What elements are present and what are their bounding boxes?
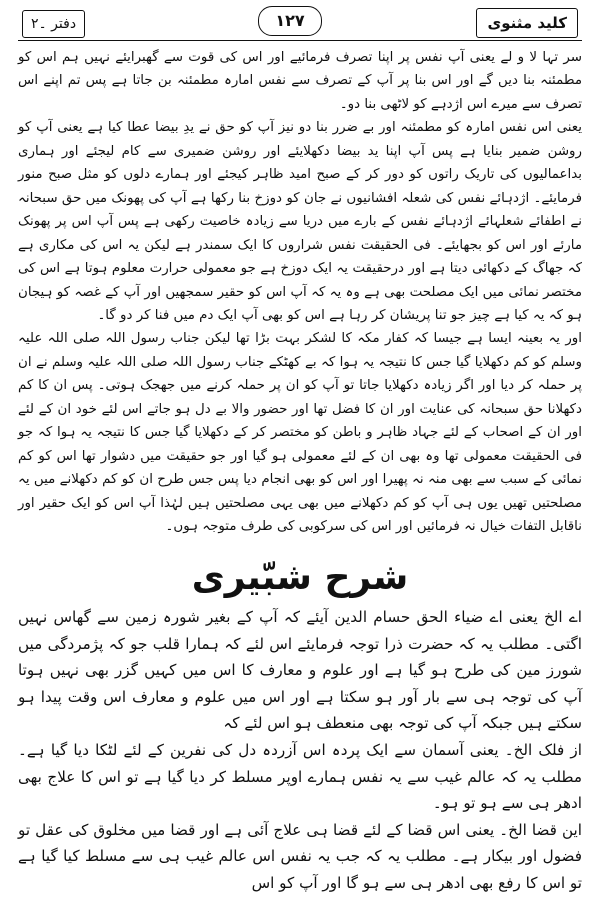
header-rule <box>18 40 582 41</box>
section-heading: شرح شبّیری <box>191 557 409 598</box>
volume-label: دفتر ۔۲ <box>22 10 85 38</box>
paragraph: از فلک الخ۔ یعنی آسمان سے ایک پردہ اس آزردہ دل کی نفرین کے لئے لٹکا دیا گیا ہے۔ مطلب یہ کہ عالم غیب سے یہ نفس ہمارے اوپر مسلط کر دیا گیا ہے تو اس کا علاج بھی ادھر ہی سے ہو تو ہو۔ <box>18 740 582 813</box>
paragraph: سر تہا لا و لے یعنی آپ نفس پر اپنا تصرف فرمائیے اور اس کی قوت سے گھبرایئے نہیں ہم اس کو مطمئنہ بنا دیں گے اور اس بنا پر آپ کے تصرف سے نفس امارہ مطمئنہ بن جاتا ہے پس تم اپنے اس تصرف سے میرے اس اژدہے کو لاٹھی بنا دو۔ <box>18 50 582 112</box>
paragraph: این قضا الخ۔ یعنی اس قضا کے لئے قضا ہی علاج آئی ہے اور قضا میں مخلوق کی عقل تو فضول اور بیکار ہے۔ مطلب یہ کہ جب یہ نفس اس عالم غیب ہی سے مسلط کیا گیا ہے تو اس کا رفع بھی ادھر ہی سے ہو گا اور آپ کو اس <box>18 820 582 892</box>
paragraph: اور یہ بعینہ ایسا ہے جیسا کہ کفار مکہ کا لشکر بہت بڑا تھا لیکن جناب رسول اللہ صلی اللہ علیہ وسلم کو کم دکھلایا گیا جس کا نتیجہ یہ ہوا کہ بے کھٹکے جناب رسول اللہ صلی اللہ علیہ وسلم نے ان پر حملہ کر دیا اور اگر زیادہ دکھلایا جاتا تو آپ کو ان پر حملہ کرنے میں جھجک ہوتی۔ پس ان کا کم دکھلانا حق سبحانہ کی عنایت اور ان کا فضل تھا اور حضور والا بے دل ہو جاتے اس لئے خود ان کے لئے اور ان کے اصحاب کے لئے جہاد ظاہر و باطن کو مختصر کر کے دکھلایا گیا جس کا نتیجہ یہ ہوا کہ جو فی الحقیقت معمولی تھا وہ بھی ان کے لئے معمولی ہو گیا اور جو حقیقت میں دشوار تھا اس کو کم نمائی کے سبب سے بھی منہ نہ پھیرا اور اس کو بھی انجام دیا پس جس طرح ان کو کم دکھلانے میں یہ مصلحتیں تھیں یوں ہی آپ کو کم دکھلانے میں بھی یہی مصلحتیں ہیں لہٰذا آپ اس کو ایک حقیر اور ناقابل التفات خیال نہ فرمائیں اور اس کی سرکوبی کی طرف متوجہ ہوں۔ <box>18 331 582 535</box>
commentary-bottom <box>18 604 582 897</box>
page-number: ۱۲۷ <box>258 6 322 36</box>
book-title: کلید مثنوی <box>476 8 578 38</box>
paragraph: یعنی اس نفس امارہ کو مطمئنہ اور بے ضرر بنا دو نیز آپ کو حق نے یدِ بیضا عطا کیا ہے یعنی آپ کو روشن ضمیر بنایا ہے پس آپ اپنا ید بیضا دکھلایئے اور روشن ضمیری سے کام لیجئے اور ہماری بداعمالیوں کی تاریک راتوں کو دور کر کے صبح امید ظاہر کیجئے اور ہمارے دلوں کو مثل صبح منور فرمایئے۔ اژدہائے نفس کی شعلہ افشانیوں نے جان کو دوزخ بنا رکھا ہے آپ کی پھونک میں حق سبحانہ نے اطفائے شعلہائے اژدہائے نفس کے بارے میں دریا سے زیادہ خاصیت رکھی ہے پس آپ اس پر پھونک مارئے اور اس کو بجھایئے۔ فی الحقیقت نفس شراروں کا ایک سمندر ہے لیکن یہ اس کی مکاری ہے کہ جھاگ کے دکھائی دیتا ہے اور درحقیقت یہ ایک دوزخ ہے جو معمولی حرارت معلوم ہوتا ہے اس کی مختصر نمائی میں ایک مصلحت بھی ہے وہ یہ کہ آپ اس کو حقیر سمجھیں اور آپ کے غصہ کو ہیجان ہو کہ یہ کیا ہے چیز جو تنا پریشان کر رہا ہے اس کو بھی آپ ایک دم میں فنا کر دو گا۔ <box>18 120 582 323</box>
commentary-top <box>18 46 582 539</box>
paragraph: اے الخ یعنی اے ضیاء الحق حسام الدین آیئے کہ آپ کے بغیر شورہ زمین سے گھاس نہیں اگتی۔ مطلب یہ کہ حضرت ذرا توجہ فرمایئے اس لئے کہ ہمارا قلب جو کہ پژمردگی میں شورز مین کی طرح ہو گیا ہے اور علوم و معارف کا اس میں کہیں گزر بھی نہیں ہوتا آپ کی توجہ ہی سے بار آور ہو سکتا ہے اور اس میں علوم و معارف اس وقت پیدا ہو سکتے ہیں جبکہ آپ کی توجہ بھی منعطف ہو اس لئے کہ <box>18 608 582 733</box>
